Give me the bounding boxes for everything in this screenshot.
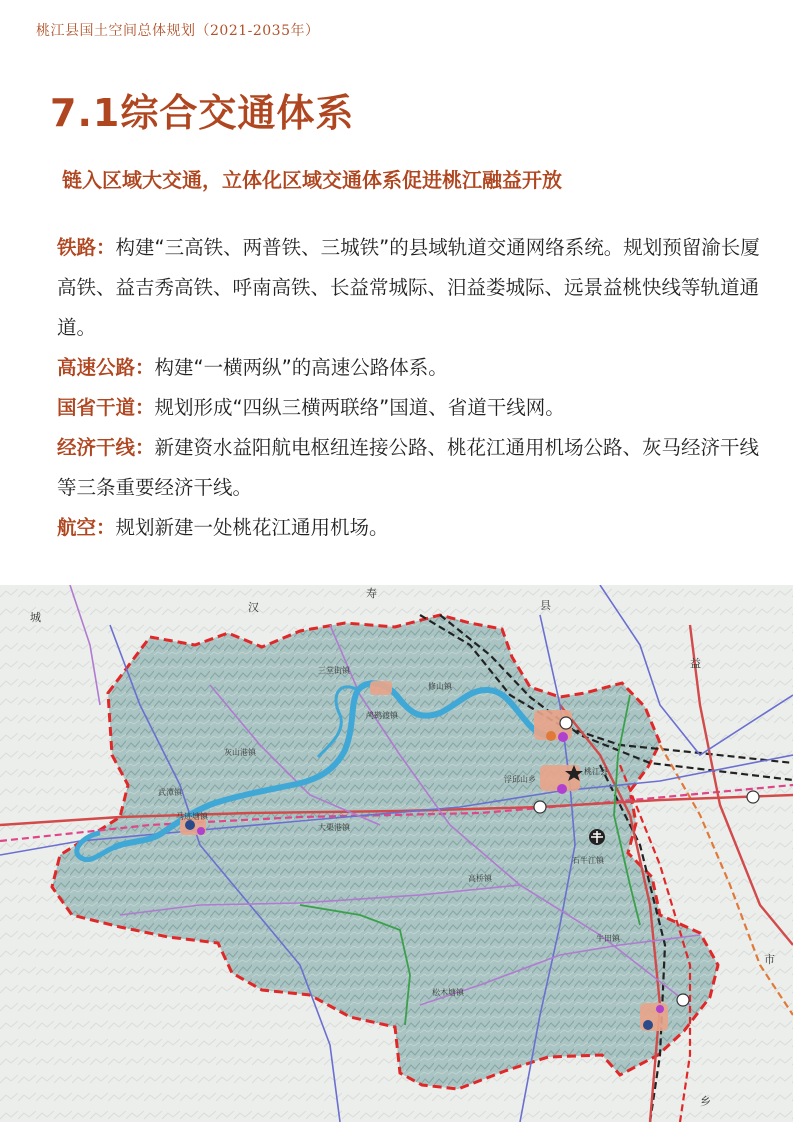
- transport-map: [0, 585, 793, 1122]
- paragraph-label: 国省干道：: [57, 396, 155, 419]
- document-header: 桃江县国土空间总体规划（2021-2035年）: [36, 23, 320, 39]
- section-subtitle: 链入区域大交通，立体化区域交通体系促进桃江融益开放: [62, 168, 562, 192]
- map-label-outside: 乡: [700, 1095, 711, 1108]
- map-label-town: 修山镇: [428, 682, 452, 691]
- paragraph-aviation: [57, 508, 769, 548]
- paragraph-expressway: [57, 348, 769, 388]
- paragraph-label: 航空：: [57, 516, 116, 539]
- map-label-town: 灰山港镇: [224, 748, 256, 757]
- paragraph-text: 规划新建一处桃花江通用机场。: [115, 516, 389, 539]
- map-label-town: 桃江县: [584, 767, 608, 776]
- airport-icon: [589, 829, 605, 845]
- map-label-town: 高桥镇: [468, 874, 492, 883]
- map-label-town: 松木塘镇: [432, 988, 464, 997]
- paragraph-trunk-roads: [57, 388, 769, 428]
- map-label-outside: 益: [690, 657, 701, 670]
- map-label-town: 武潭镇: [158, 788, 182, 797]
- paragraph-economic-roads: [57, 428, 769, 508]
- body-text: [57, 228, 769, 548]
- map-label-town: 三堂街镇: [318, 666, 350, 675]
- map-label-outside: 市: [764, 953, 775, 966]
- paragraph-label: 经济干线：: [57, 436, 155, 459]
- map-label-town: 石牛江镇: [572, 856, 604, 865]
- map-label-outside: 城: [30, 611, 41, 624]
- paragraph-text: 构建“三高铁、两普铁、三城铁”的县域轨道交通网络系统。规划预留渝长厦高铁、益吉秀高铁、呼南高铁、长益常城际、汨益娄城际、远景益桃快线等轨道通道。: [57, 236, 760, 339]
- paragraph-label: 高速公路：: [57, 356, 155, 379]
- map-label-town: 浮邱山乡: [504, 775, 536, 784]
- map-label-town: 大栗港镇: [318, 823, 350, 832]
- paragraph-text: 构建“一横两纵”的高速公路体系。: [154, 356, 448, 379]
- section-title: 7.1综合交通体系: [50, 91, 355, 135]
- paragraph-label: 铁路：: [57, 236, 116, 259]
- map-label-town: 鸬鹚渡镇: [366, 711, 398, 720]
- map-label-outside: 寿: [366, 587, 377, 600]
- paragraph-railway: [57, 228, 769, 348]
- map-label-outside: 县: [540, 599, 551, 612]
- paragraph-text: 规划形成“四纵三横两联络”国道、省道干线网。: [154, 396, 565, 419]
- map-label-outside: 汉: [248, 601, 259, 614]
- map-label-town: 马迹塘镇: [176, 812, 208, 821]
- transport-map-svg: [0, 585, 793, 1122]
- map-label-town: 牛田镇: [596, 934, 620, 943]
- paragraph-text: 新建资水益阳航电枢纽连接公路、桃花江通用机场公路、灰马经济干线等三条重要经济干线。: [57, 436, 760, 499]
